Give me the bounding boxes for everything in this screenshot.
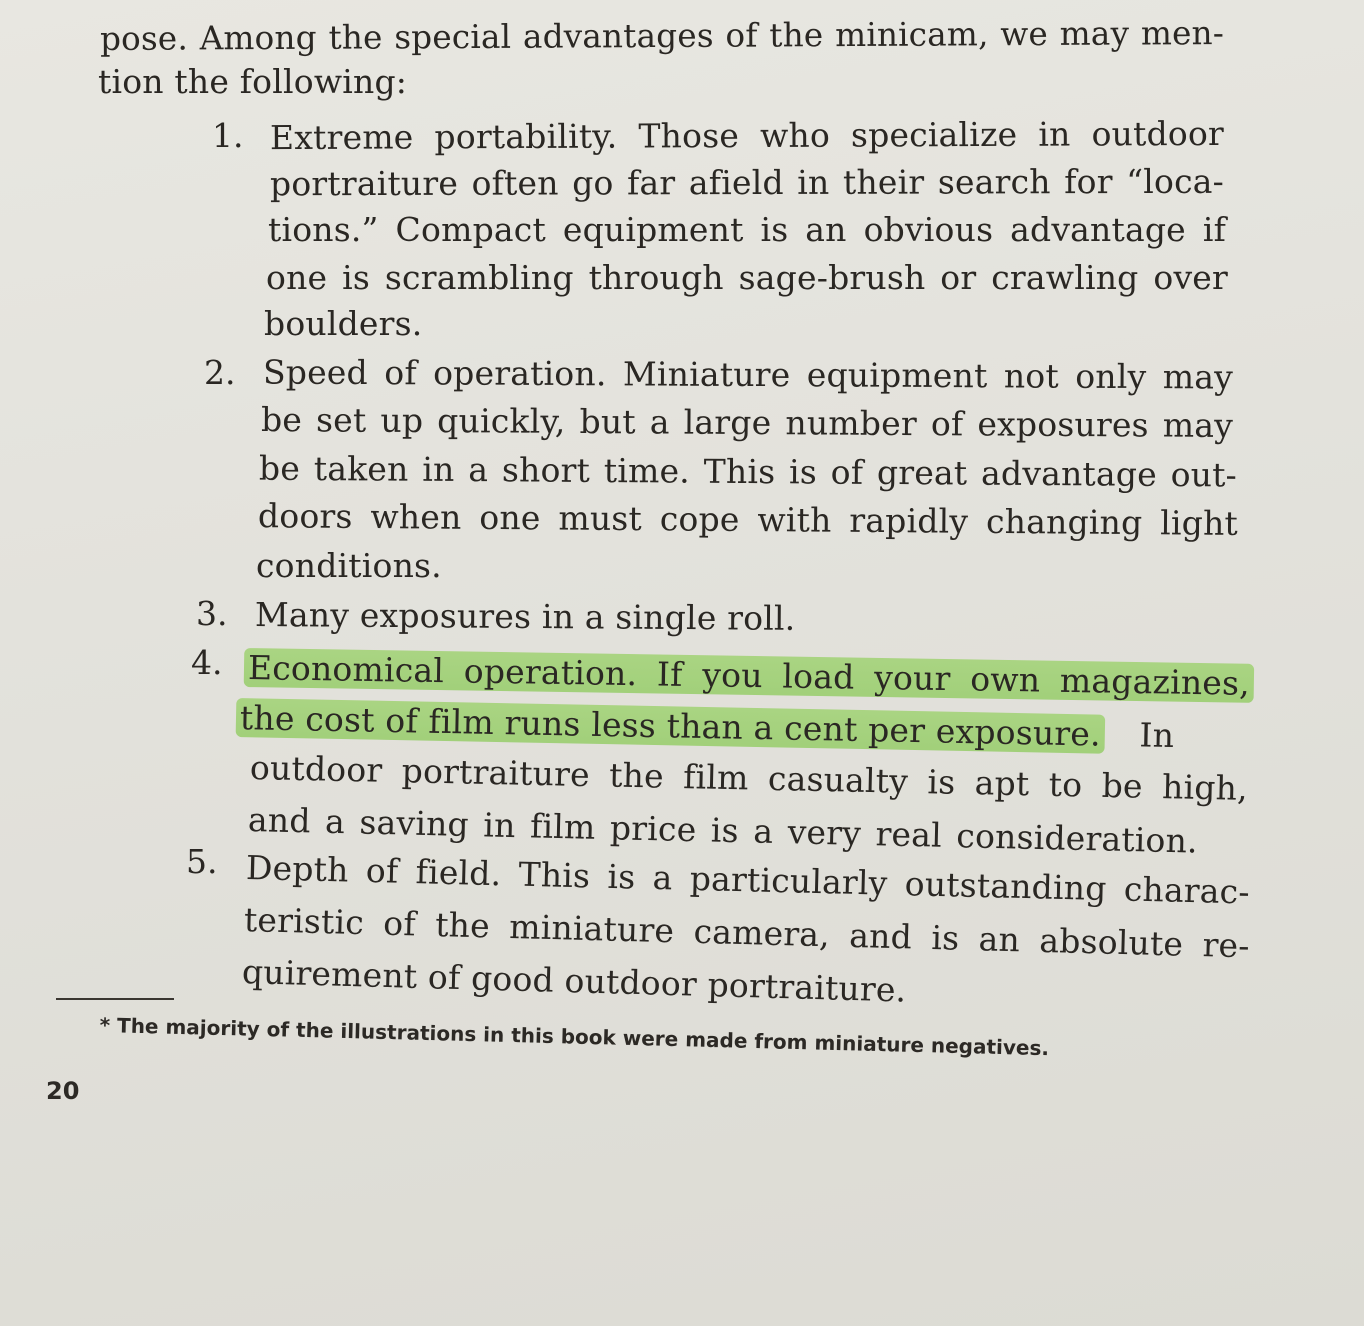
- item-number: 1.: [212, 116, 244, 155]
- item-number: 3.: [196, 594, 228, 633]
- footnote: * The majority of the illustrations in this book were made from miniature negatives.: [99, 1012, 1050, 1061]
- item-line: quirement of good outdoor portraiture.: [241, 952, 907, 1010]
- item-line: conditions.: [256, 546, 442, 585]
- item-line: doors when one must cope with rapidly changing light: [257, 496, 1239, 543]
- highlight-mark: the cost of film runs less than a cent per exposure.: [236, 698, 1106, 754]
- item-line: one is scrambling through sage-brush or crawling over: [266, 258, 1228, 297]
- highlighted-line-1: [244, 648, 1255, 704]
- highlight-mark: Economical operation. If you load your own magazines,: [244, 648, 1254, 703]
- item-line: and a saving in film price is a very real consideration.: [247, 800, 1199, 861]
- item-line: Depth of field. This is a particularly outstanding charac-: [245, 848, 1251, 912]
- item-line: teristic of the miniature camera, and is an absolute re-: [243, 900, 1251, 966]
- item-number: 2.: [204, 353, 236, 392]
- item-line: Speed of operation. Miniature equipment not only may: [262, 352, 1234, 397]
- item-line: be taken in a short time. This is of great advantage out-: [258, 448, 1238, 495]
- item-line: tions.” Compact equipment is an obvious advantage if: [268, 210, 1226, 249]
- item-line: outdoor portraiture the film casualty is apt to be high,: [249, 748, 1249, 808]
- item-line: portraiture often go far afield in their search for “loca-: [269, 161, 1225, 204]
- intro-line-1: pose. Among the special advantages of the minicam, we may men-: [99, 14, 1225, 58]
- item-line: boulders.: [264, 304, 423, 343]
- item-number: 4.: [191, 643, 223, 682]
- highlighted-line-2: [236, 698, 1247, 757]
- item-line: Extreme portability. Those who specialize in outdoor: [269, 113, 1225, 158]
- footnote-rule: [56, 998, 174, 1000]
- intro-line-2: tion the following:: [98, 62, 408, 101]
- page-number: 20: [46, 1077, 80, 1105]
- item-number: 5.: [186, 842, 218, 881]
- item-line: be set up quickly, but a large number of exposures may: [260, 400, 1234, 445]
- item-line: Many exposures in a single roll.: [254, 595, 796, 638]
- line-tail: In: [1139, 715, 1175, 756]
